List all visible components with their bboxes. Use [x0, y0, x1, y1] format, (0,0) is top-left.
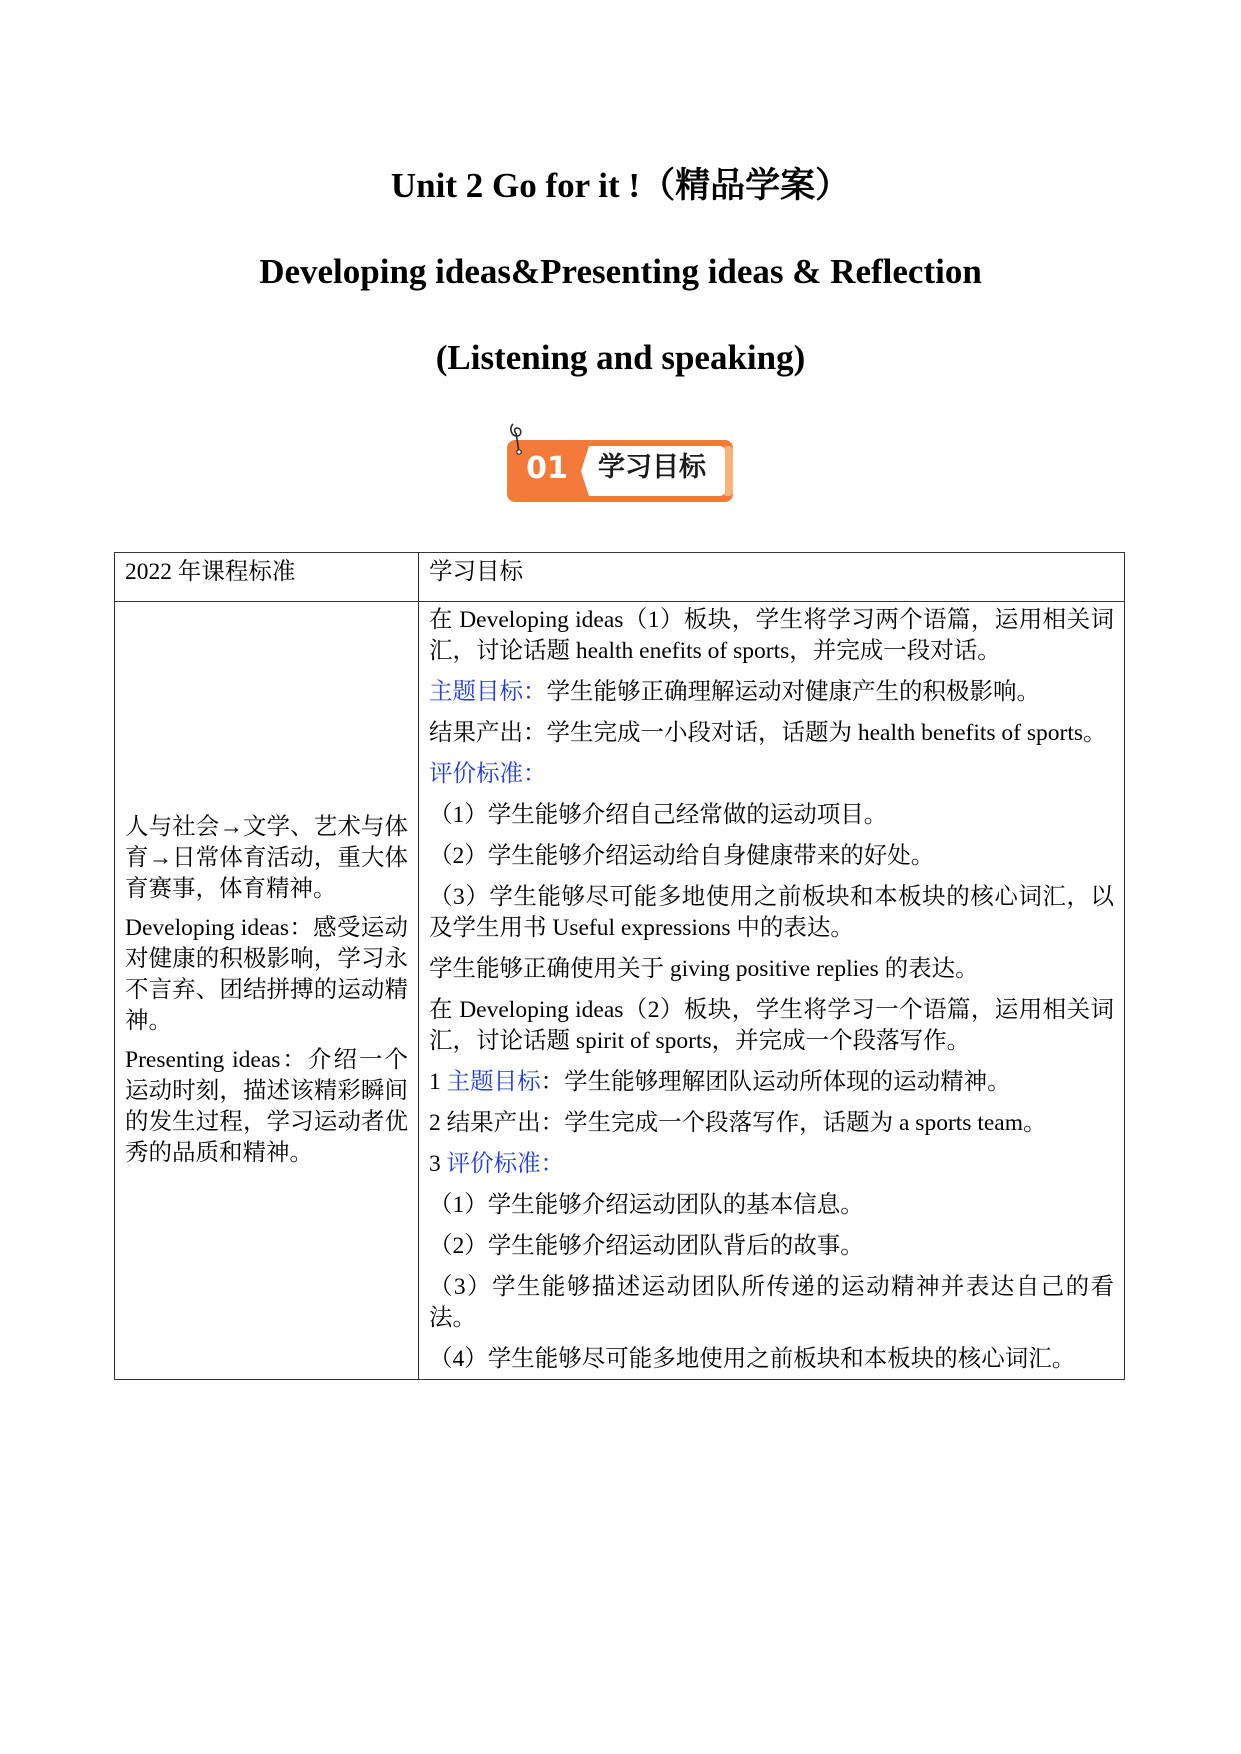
theme-goal-2-label: 主题目标	[446, 1069, 541, 1095]
badge-number: 01	[526, 451, 568, 486]
theme-goal-2	[429, 1067, 1114, 1098]
eval-item: （4）学生能够尽可能多地使用之前板块和本板块的核心词汇。	[429, 1346, 1076, 1372]
theme-goal-label: 主题目标：	[429, 679, 547, 705]
eval-label-2-text: 评价标准：	[446, 1151, 565, 1177]
curriculum-cell	[115, 602, 419, 1380]
eval-item: （3）学生能够描述运动团队所传递的运动精神并表达自己的看法。	[429, 1274, 1114, 1331]
eval-label-2	[429, 1149, 1114, 1180]
table-row	[115, 602, 1125, 1380]
output-1: 结果产出：学生完成一小段对话，话题为 health benefits of sports。	[429, 720, 1107, 746]
objective-intro-2: 在 Developing ideas（2）板块，学生将学习一个语篇，运用相关词汇，讨论话题 spirit of sports，并完成一个段落写作。	[429, 997, 1114, 1054]
section-badge	[505, 418, 737, 504]
table-header-row	[115, 553, 1125, 602]
theme-goal-1	[429, 677, 1114, 708]
eval-item: （1）学生能够介绍自己经常做的运动项目。	[429, 802, 888, 828]
output-2: 2 结果产出：学生完成一个段落写作，话题为 a sports team。	[429, 1110, 1047, 1136]
curriculum-developing: Developing ideas：感受运动对健康的积极影响，学习永不言弃、团结拼搏的运动精神。	[125, 915, 408, 1034]
header-curriculum: 2022 年课程标准	[115, 553, 419, 602]
theme-goal-2-prefix: 1	[429, 1069, 447, 1095]
eval-item: （3）学生能够尽可能多地使用之前板块和本板块的核心词汇，以及学生用书 Useful expressions 中的表达。	[429, 884, 1114, 941]
eval-item: （2）学生能够介绍运动团队背后的故事。	[429, 1233, 864, 1259]
curriculum-theme: 人与社会→文学、艺术与体育→日常体育活动，重大体育赛事，体育精神。	[125, 814, 408, 902]
theme-goal-2-text: ：学生能够理解团队运动所体现的运动精神。	[540, 1069, 1011, 1095]
eval-label-1: 评价标准：	[429, 761, 547, 787]
eval-item: （1）学生能够介绍运动团队的基本信息。	[429, 1192, 864, 1218]
objectives-table	[114, 552, 1125, 1380]
header-objectives: 学习目标	[419, 553, 1125, 602]
page-subtitle: Developing ideas&Presenting ideas & Reflection	[259, 252, 982, 291]
objective-intro-1: 在 Developing ideas（1）板块，学生将学习两个语篇，运用相关词汇，讨论话题 health enefits of sports，并完成一段对话。	[429, 607, 1114, 664]
curriculum-presenting: Presenting ideas：介绍一个运动时刻，描述该精彩瞬间的发生过程，学习运动者优秀的品质和精神。	[125, 1047, 408, 1166]
eval-item: （2）学生能够介绍运动给自身健康带来的好处。	[429, 843, 935, 869]
theme-goal-text: 学生能够正确理解运动对健康产生的积极影响。	[546, 679, 1040, 705]
positive-replies: 学生能够正确使用关于 giving positive replies 的表达。	[429, 956, 979, 982]
objectives-cell	[419, 602, 1125, 1380]
page-subtitle-2: (Listening and speaking)	[435, 338, 806, 377]
page-title: Unit 2 Go for it !（精品学案）	[390, 166, 851, 205]
badge-label: 学习目标	[598, 452, 706, 483]
eval-label-2-prefix: 3	[429, 1151, 447, 1177]
